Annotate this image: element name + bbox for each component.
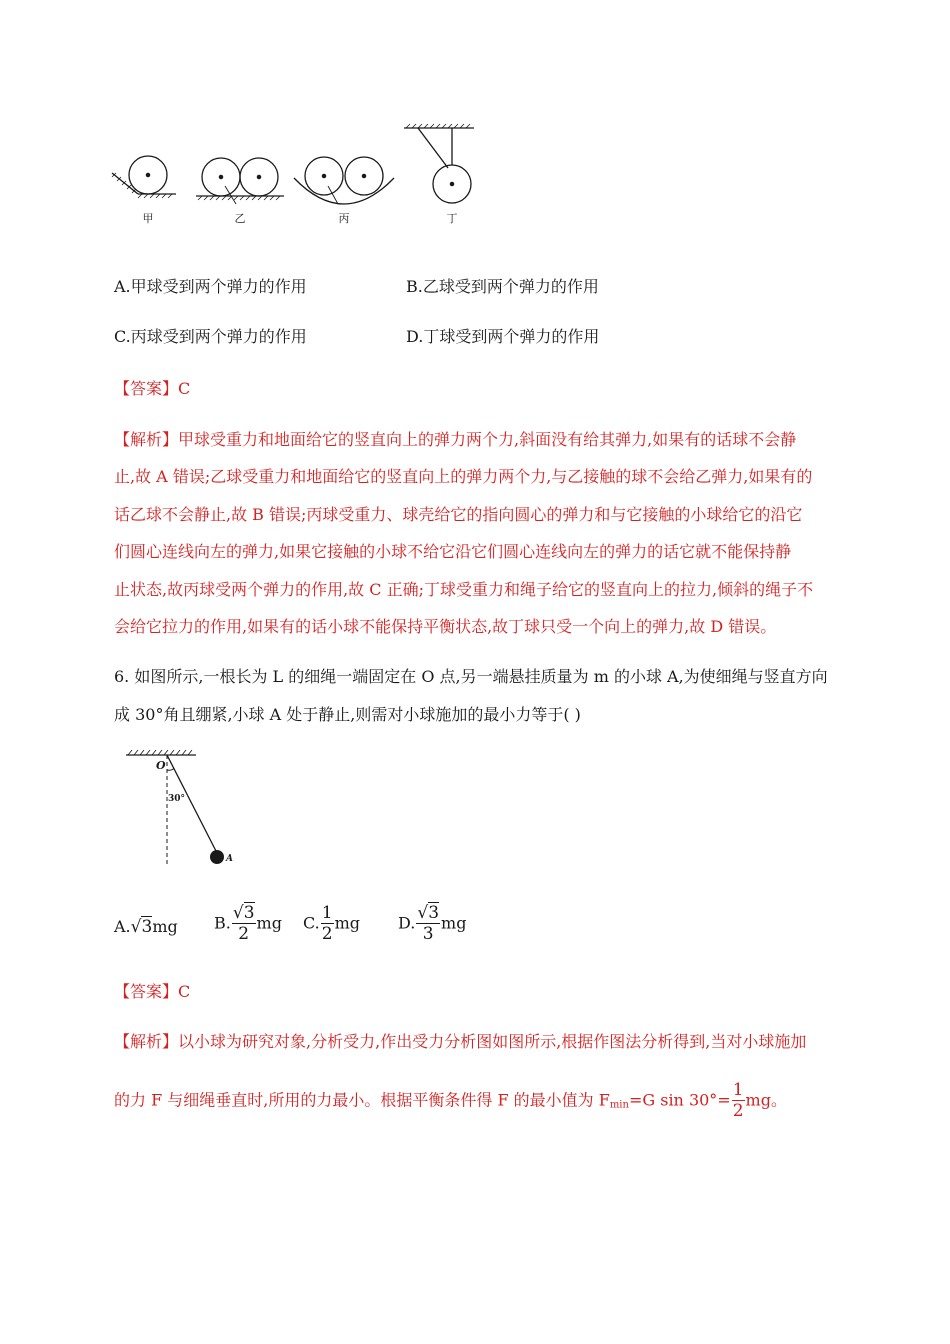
- q6-option-b-radicand: 3: [243, 903, 255, 923]
- label-bing: 丙: [338, 212, 350, 225]
- q5-option-c: C.丙球受到两个弹力的作用: [114, 327, 307, 346]
- q6-analysis-fraction: [732, 1082, 745, 1120]
- q5-analysis-text-1: 甲球受重力和地面给它的竖直向上的弹力两个力,斜面没有给其弹力,如果有的话球不会静: [178, 430, 797, 449]
- q6-analysis-denominator: 2: [732, 1101, 744, 1121]
- q6-option-a-suffix: mg: [152, 917, 178, 936]
- q5-option-b: B.乙球受到两个弹力的作用: [406, 277, 599, 296]
- q5-option-a: A.甲球受到两个弹力的作用: [114, 277, 307, 296]
- sqrt-icon: √3: [232, 903, 255, 923]
- q6-option-b-fraction: [232, 905, 256, 943]
- q6-option-b-suffix: mg: [256, 913, 282, 933]
- q6-option-d-suffix: mg: [441, 913, 467, 933]
- figure-four-balls: [108, 118, 488, 230]
- q6-analysis-text-1: 以小球为研究对象,分析受力,作出受力分析图如图所示,根据作图法分析得到,当对小球施加: [178, 1032, 807, 1051]
- q6-answer-value: C: [178, 982, 191, 1001]
- q5-analysis-line-1: [114, 430, 796, 450]
- q6-option-d-prefix: D.: [398, 913, 416, 933]
- q6-analysis-text-2b: =G sin 30°=: [628, 1090, 731, 1110]
- label-jia: 甲: [142, 212, 154, 225]
- q6-option-a-radicand: 3: [141, 917, 153, 937]
- q5-answer-value: C: [178, 379, 191, 398]
- label-yi: 乙: [234, 212, 246, 225]
- q6-option-c-suffix: mg: [334, 913, 361, 933]
- q6-option-a: [114, 917, 178, 937]
- q5-analysis-line-2: 止,故 A 错误;乙球受重力和地面给它的竖直向上的弹力两个力,与乙接触的球不会给乙弹力,如果有的: [114, 467, 813, 486]
- q6-option-c: [303, 905, 360, 943]
- q5-analysis-line-4: 们圆心连线向左的弹力,如果它接触的小球不给它沿它们圆心连线向左的弹力的话它就不能保持静: [114, 542, 792, 561]
- q5-answer: [114, 379, 190, 399]
- q6-analysis-text-2c: mg。: [745, 1090, 787, 1110]
- q6-option-a-prefix: A.: [114, 917, 131, 936]
- sqrt-icon: √3: [130, 917, 153, 937]
- ball-a: [210, 850, 224, 864]
- sqrt-icon: √3: [417, 903, 440, 923]
- ball-yi: [196, 158, 284, 204]
- q6-option-c-fraction: [321, 905, 334, 943]
- q6-stem-line-2: 成 30°角且绷紧,小球 A 处于静止,则需对小球施加的最小力等于( ): [114, 705, 581, 724]
- q6-option-d-denominator: 3: [422, 924, 434, 944]
- q5-answer-tag: 【答案】: [114, 379, 179, 398]
- q6-answer: [114, 982, 190, 1002]
- q6-answer-tag: 【答案】: [114, 982, 179, 1001]
- q5-analysis-line-6: 会给它拉力的作用,如果有的话小球不能保持平衡状态,故丁球只受一个向上的弹力,故 D 错误。: [114, 617, 777, 636]
- q6-option-d: [398, 905, 466, 943]
- q6-option-d-fraction: [416, 905, 440, 943]
- q5-analysis-line-3: 话乙球不会静止,故 B 错误;丙球受重力、球壳给它的指向圆心的弹力和与它接触的小球给它的沿它: [114, 505, 803, 524]
- q6-option-d-radicand: 3: [428, 903, 440, 923]
- label-angle: 30°: [168, 794, 186, 804]
- q6-option-c-prefix: C.: [303, 913, 320, 933]
- q6-option-c-denominator: 2: [321, 924, 333, 944]
- q6-option-b: [214, 905, 282, 943]
- q6-analysis-numerator: 1: [732, 1080, 744, 1100]
- q6-analysis-line-1: [114, 1032, 806, 1052]
- q6-option-c-numerator: 1: [321, 903, 333, 923]
- ball-bing: [294, 157, 394, 204]
- q6-stem-line-1: 6. 如图所示,一根长为 L 的细绳一端固定在 O 点,另一端悬挂质量为 m 的小球 A,为使细绳与竖直方向: [114, 667, 828, 686]
- q6-analysis-subscript: min: [609, 1099, 629, 1111]
- q5-analysis-tag: 【解析】: [114, 430, 179, 449]
- q6-analysis-line-2: [114, 1082, 787, 1120]
- ball-ding: [404, 124, 474, 203]
- label-o: O: [156, 759, 166, 772]
- q6-option-b-denominator: 2: [238, 924, 250, 944]
- q6-option-b-prefix: B.: [214, 913, 231, 933]
- q6-analysis-tag: 【解析】: [114, 1032, 179, 1051]
- q5-analysis-line-5: 止状态,故丙球受两个弹力的作用,故 C 正确;丁球受重力和绳子给它的竖直向上的拉力,倾斜的绳子不: [114, 580, 814, 599]
- label-ding: 丁: [446, 212, 458, 225]
- ball-jia: [112, 156, 176, 198]
- q5-option-d: D.丁球受到两个弹力的作用: [406, 327, 600, 346]
- label-a: A: [226, 854, 233, 864]
- figure-pendulum: [120, 748, 250, 870]
- q6-analysis-text-2a: 的力 F 与细绳垂直时,所用的力最小。根据平衡条件得 F 的最小值为 F: [114, 1090, 610, 1110]
